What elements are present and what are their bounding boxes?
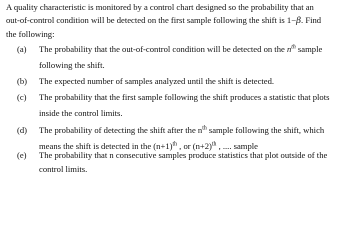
item-d-cont-sup-1: th — [172, 141, 177, 148]
item-d-cont-post: , .... sample — [216, 141, 258, 151]
item-d-label: (d) — [17, 125, 28, 135]
intro-line-2-end: . Find — [301, 15, 322, 25]
formula-one: 1 — [286, 15, 292, 25]
intro-line-3: the following: — [6, 29, 55, 39]
item-d-text — [39, 123, 324, 137]
item-d-sup: th — [202, 125, 207, 132]
item-a-var-n: n — [286, 44, 292, 54]
item-e-text: The probability that n consecutive samples produce statistics that plot outside of the — [39, 150, 328, 160]
item-d-cont-mid: , or (n+2) — [177, 141, 212, 151]
item-b-label: (b) — [17, 76, 28, 86]
item-e-continuation: control limits. — [39, 164, 88, 174]
item-c-text: The probability that the first sample following the shift produces a statistic that plots — [39, 92, 330, 102]
item-a-continuation: following the shift. — [39, 60, 105, 70]
formula-minus: − — [291, 15, 297, 25]
item-d-cont-pre: means the shift is detected in the (n+1) — [39, 141, 173, 151]
item-b-text: The expected number of samples analyzed until the shift is detected. — [39, 76, 275, 86]
item-c-continuation: inside the control limits. — [39, 108, 123, 118]
item-d-text-pre: The probability of detecting the shift after the n — [39, 125, 203, 135]
item-a-text-post: sample — [295, 44, 323, 54]
item-e-label: (e) — [17, 150, 27, 160]
item-d-cont-sup-2: th — [211, 141, 217, 148]
item-a-text — [39, 42, 322, 56]
item-a-text-pre: The probability that the out-of-control condition will be detected on the — [39, 44, 287, 54]
item-d-text-post: sample following the shift, which — [206, 125, 325, 135]
formula-beta: β — [296, 16, 302, 26]
intro-line-2-text: out-of-control condition will be detected on the first sample following the shift is — [6, 15, 287, 25]
item-a-sup: th — [291, 44, 296, 51]
item-c-label: (c) — [17, 92, 27, 102]
item-a-label: (a) — [17, 44, 27, 54]
intro-line-1: A quality characteristic is monitored by a control chart designed so the probability that an — [6, 2, 314, 12]
